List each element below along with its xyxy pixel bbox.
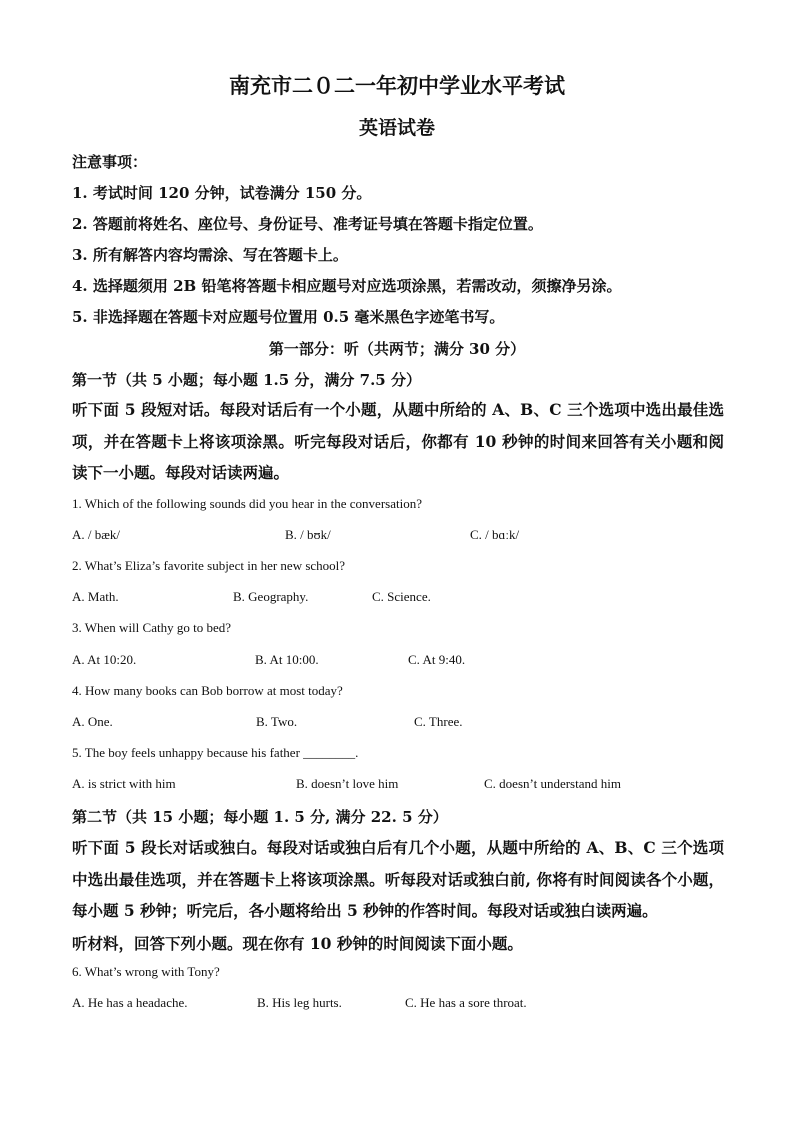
option-a: A. One. (72, 714, 113, 729)
notice-item: 3. 所有解答内容均需涂、写在答题卡上。 (72, 246, 348, 264)
option-b: B. Two. (256, 714, 298, 729)
exam-title: 南充市二０二一年初中学业水平考试 (229, 73, 565, 98)
option-b: B. Geography. (233, 589, 309, 604)
option-a: A. At 10:20. (72, 652, 137, 667)
option-c: C. He has a sore throat. (405, 995, 527, 1010)
option-c: C. doesn’t understand him (484, 776, 621, 791)
listening-lead: 听材料，回答下列小题。现在你有 10 秒钟的时间阅读下面小题。 (72, 934, 523, 953)
option-b: B. His leg hurts. (257, 995, 342, 1010)
question-stem: 4. How many books can Bob borrow at most today? (72, 683, 343, 698)
notice-item: 1. 考试时间 120 分钟，试卷满分 150 分。 (72, 184, 372, 202)
notice-item: 5. 非选择题在答题卡对应题号位置用 0.5 毫米黑色字迹笔书写。 (72, 308, 505, 326)
option-b: B. At 10:00. (255, 652, 319, 667)
option-c: C. / bɑːk/ (470, 527, 520, 542)
question-stem: 2. What’s Eliza’s favorite subject in her new school? (72, 558, 346, 573)
option-c: C. Science. (372, 589, 431, 604)
section-instruction: 听下面 5 段短对话。每段对话后有一个小题，从题中所给的 A、B、C 三个选项中选出最佳选项，并在答题卡上将该项涂黑。听完每段对话后，你都有 10 秒钟的时间来回答有关小题和阅读下一小题。每段对话读两遍。 (72, 400, 724, 482)
option-a: A. is strict with him (72, 776, 176, 791)
option-c: C. Three. (414, 714, 463, 729)
exam-subtitle: 英语试卷 (358, 117, 435, 139)
option-b: B. doesn’t love him (296, 776, 399, 791)
part-heading: 第一部分：听（共两节；满分 30 分） (268, 340, 526, 358)
section-heading: 第一节（共 5 小题；每小题 1.5 分，满分 7.5 分） (72, 371, 421, 389)
option-a: A. / bæk/ (72, 527, 121, 542)
notice-heading: 注意事项： (72, 153, 148, 171)
question-stem: 6. What’s wrong with Tony? (72, 964, 220, 979)
option-b: B. / bʊk/ (285, 527, 331, 542)
question-stem: 1. Which of the following sounds did you hear in the conversation? (72, 496, 422, 511)
notice-item: 2. 答题前将姓名、座位号、身份证号、准考证号填在答题卡指定位置。 (72, 215, 543, 233)
section-instruction: 听下面 5 段长对话或独白。每段对话或独白后有几个小题，从题中所给的 A、B、C 三个选项中选出最佳选项，并在答题卡上将该项涂黑。听每段对话或独白前, 你将有时间阅读各个小题，每小题 5 秒钟；听完后，各小题将给出 5 秒钟的作答时间。每段对话或独白读两遍。 (72, 838, 724, 920)
option-c: C. At 9:40. (408, 652, 466, 667)
option-a: A. Math. (72, 589, 119, 604)
question-stem: 3. When will Cathy go to bed? (72, 620, 231, 635)
question-stem: 5. The boy feels unhappy because his father ________. (72, 745, 359, 760)
section-heading: 第二节（共 15 小题；每小题 1. 5 分, 满分 22. 5 分） (72, 808, 448, 826)
option-a: A. He has a headache. (72, 995, 188, 1010)
notice-item: 4. 选择题须用 2B 铅笔将答题卡相应题号对应选项涂黑，若需改动，须擦净另涂。 (72, 277, 622, 295)
